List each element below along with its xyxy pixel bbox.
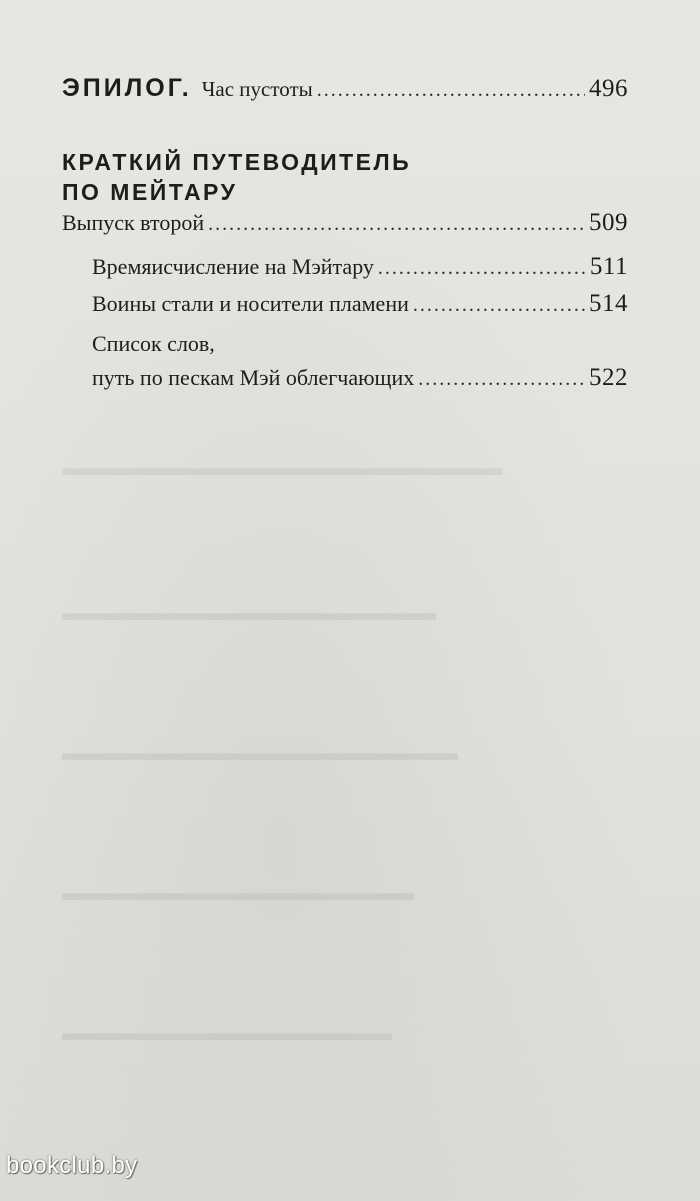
section-heading bbox=[62, 147, 411, 207]
sub-entry-title-line: путь по пескам Мэй облегчающих bbox=[92, 365, 415, 390]
sub-entry-title: Воины стали и носители пламени bbox=[92, 291, 409, 316]
sub-entry-title-line: Список слов, bbox=[92, 331, 215, 356]
dot-leader bbox=[378, 257, 586, 280]
toc-sub-entry bbox=[92, 290, 628, 318]
dot-leader bbox=[418, 368, 585, 391]
page-number: 522 bbox=[589, 364, 628, 391]
section-heading-line: ПО МЕЙТАРУ bbox=[62, 179, 238, 205]
page-number: 509 bbox=[589, 209, 628, 236]
toc-entry-issue bbox=[62, 209, 628, 237]
page-number: 511 bbox=[589, 253, 628, 280]
sub-entry-title: Времяисчисление на Мэйтару bbox=[92, 254, 374, 279]
toc-sub-entry bbox=[92, 253, 628, 281]
issue-title: Выпуск второй bbox=[62, 210, 205, 235]
dot-leader bbox=[413, 294, 585, 317]
dot-leader bbox=[317, 79, 585, 102]
show-through: ▬▬▬▬▬▬▬▬▬▬▬▬▬▬▬▬▬▬▬▬ bbox=[62, 455, 502, 480]
show-through: ▬▬▬▬▬▬▬▬▬▬▬▬▬▬▬▬ bbox=[62, 880, 414, 905]
toc-sub-entry bbox=[92, 364, 628, 392]
show-through: ▬▬▬▬▬▬▬▬▬▬▬▬▬▬▬ bbox=[62, 1020, 392, 1045]
page-number: 496 bbox=[589, 75, 628, 102]
epilog-title: Час пустоты bbox=[201, 77, 313, 101]
show-through: ▬▬▬▬▬▬▬▬▬▬▬▬▬▬▬▬▬ bbox=[62, 600, 436, 625]
epilog-label: ЭПИЛОГ. bbox=[62, 74, 192, 102]
watermark: bookclub.by bbox=[6, 1152, 138, 1179]
page-number: 514 bbox=[589, 290, 628, 317]
section-heading-line: КРАТКИЙ ПУТЕВОДИТЕЛЬ bbox=[62, 149, 412, 175]
show-through: ▬▬▬▬▬▬▬▬▬▬▬▬▬▬▬▬▬▬ bbox=[62, 740, 458, 765]
dot-leader bbox=[208, 213, 585, 236]
toc-entry-epilog bbox=[62, 74, 628, 103]
